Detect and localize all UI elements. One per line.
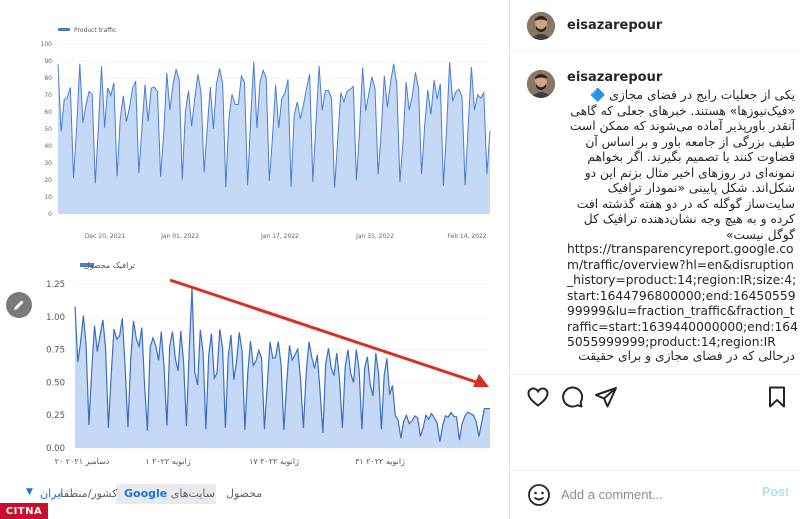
y-tick-label: 0.00 xyxy=(46,444,65,454)
caption-username[interactable]: eisazarepour xyxy=(567,70,663,85)
share-icon[interactable] xyxy=(594,385,618,409)
citna-logo: CITNA xyxy=(0,503,48,519)
filter-product-label: محصول xyxy=(226,487,263,500)
heart-icon[interactable] xyxy=(526,385,550,409)
y-tick-label: 0 xyxy=(48,211,52,218)
top-traffic-area xyxy=(58,62,490,215)
y-tick-label: 0.75 xyxy=(46,345,65,356)
header-username[interactable]: eisazarepour xyxy=(567,18,663,33)
x-tick-label: ۱۷ ژانویه ۲۰۲۲ xyxy=(249,457,299,466)
bookmark-icon[interactable] xyxy=(765,385,789,409)
caption-body-continued: درحالی که در فضای مجازی و برای حقیقت xyxy=(578,349,795,363)
y-tick-label: 1.00 xyxy=(46,312,65,323)
add-comment-bar xyxy=(511,470,800,519)
y-tick-label: 70 xyxy=(44,92,52,99)
x-tick-label: Feb 14, 2022 xyxy=(447,233,487,240)
y-tick-label: 90 xyxy=(44,58,52,65)
x-tick-label: Jan 17, 2022 xyxy=(261,233,299,240)
chevron-down-icon[interactable]: ▼ xyxy=(26,487,33,497)
edit-pencil-icon[interactable] xyxy=(6,292,32,318)
top-y-axis xyxy=(41,41,53,218)
top-x-axis xyxy=(85,233,487,240)
avatar-portrait-icon xyxy=(527,12,555,40)
filter-google-value[interactable] xyxy=(124,487,215,500)
y-tick-label: 100 xyxy=(40,41,52,48)
x-tick-label: ۲۰ دسامبر ۲۰۲۱ xyxy=(54,457,110,466)
y-tick-label: 50 xyxy=(44,126,52,133)
product-traffic-chart-fa xyxy=(30,258,500,473)
y-tick-label: 40 xyxy=(44,143,52,150)
bottom-y-axis xyxy=(46,280,65,454)
avatar-portrait-icon xyxy=(527,70,555,98)
product-traffic-chart xyxy=(30,18,500,250)
x-tick-label: ۳۱ ژانویه ۲۰۲۲ xyxy=(355,457,405,466)
post-actions xyxy=(511,374,800,418)
top-legend-label: Product traffic xyxy=(74,27,117,34)
bottom-legend-label: ترافیک محصول xyxy=(83,261,135,270)
x-tick-label: Jan 31, 2022 xyxy=(356,233,394,240)
y-tick-label: 0.50 xyxy=(46,378,65,389)
y-tick-label: 1.25 xyxy=(46,280,65,290)
x-tick-label: ۱ ژانویه ۲۰۲۲ xyxy=(145,457,191,466)
filter-region-value[interactable]: ایران xyxy=(40,487,64,500)
y-tick-label: 20 xyxy=(44,177,52,184)
x-tick-label: Dec 20, 2021 xyxy=(84,233,126,240)
post-header xyxy=(511,0,800,52)
avatar[interactable] xyxy=(527,12,555,40)
post-comment-button[interactable]: Post xyxy=(762,485,790,499)
caption-body: یکی از جعلیات رایج در فضای مجازی 🔷 «فیک‌نیوزها» هستند. خبرهای جعلی که گاهی آنقدر باورپذیر آماده می‌شوند که ممکن است طیف بزرگی از جامعه باور و بر اساس آن قضاوت کنند یا تصمیم بگیرند. اگر بخواهم نمونه‌ای در روزهای اخیر مثال بزنم این دو شکل‌اند. شکل پایینی «نمودار ترافیک سایت‌ساز گوگله که در دو هفته گذشته افت کرده و به هیچ وجه نشان‌دهنده ترافیک کل گوگل نیست» xyxy=(569,88,795,242)
caption-avatar[interactable] xyxy=(527,70,555,98)
post-caption xyxy=(511,52,800,374)
emoji-icon[interactable] xyxy=(527,483,551,507)
bottom-traffic-area xyxy=(75,288,490,448)
post-sidebar xyxy=(511,0,800,519)
filter-region-label: کشور/منطقه xyxy=(58,487,118,500)
chart-filters xyxy=(24,484,264,504)
caption-link[interactable]: https://transparencyreport.google.com/traffic/overview?hl=en&disruption_history=product:14;region:IR;size:4;start:1644796800000;end:1645055999999&lu=fraction_traffic&fraction_traffic=start:1639440000000;end:1645055999999;product:14;region:IR xyxy=(567,242,798,349)
y-tick-label: 60 xyxy=(44,109,52,116)
bottom-x-axis xyxy=(55,457,405,466)
comment-input[interactable] xyxy=(561,483,756,505)
x-tick-label: Jan 01, 2022 xyxy=(161,233,199,240)
y-tick-label: 30 xyxy=(44,160,52,167)
filter-google-brand: Google xyxy=(124,487,168,500)
y-tick-label: 0.25 xyxy=(46,411,65,422)
y-tick-label: 10 xyxy=(44,194,52,201)
top-legend-swatch xyxy=(58,28,70,31)
filter-google-prefix: سایت‌های xyxy=(170,487,215,500)
y-tick-label: 80 xyxy=(44,75,52,82)
comment-icon[interactable] xyxy=(560,385,584,409)
